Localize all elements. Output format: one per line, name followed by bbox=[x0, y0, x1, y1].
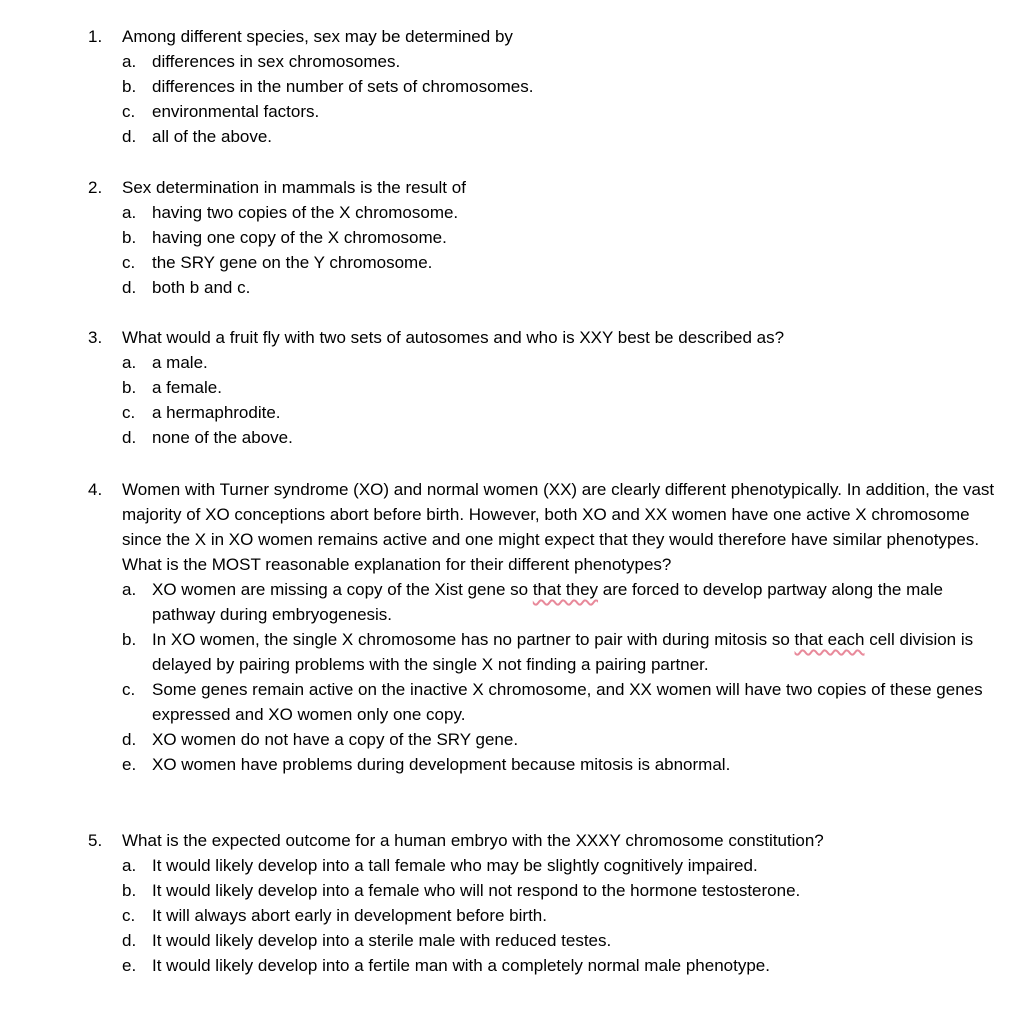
question-5 bbox=[88, 828, 998, 978]
question-3-header bbox=[88, 325, 998, 350]
option-text: a hermaphrodite. bbox=[152, 403, 281, 422]
option-text: It would likely develop into a sterile male with reduced testes. bbox=[152, 931, 612, 950]
option-text: none of the above. bbox=[152, 428, 293, 447]
option-text: XO women do not have a copy of the SRY gene. bbox=[152, 730, 519, 749]
option-c bbox=[122, 99, 998, 124]
option-a bbox=[122, 577, 998, 627]
option-letter: b. bbox=[122, 630, 137, 649]
option-letter: a. bbox=[122, 52, 137, 71]
option-letter: a. bbox=[122, 353, 137, 372]
option-c bbox=[122, 677, 998, 727]
question-1 bbox=[88, 24, 998, 149]
option-text: It would likely develop into a female who will not respond to the hormone testosterone. bbox=[152, 881, 801, 900]
question-3 bbox=[88, 325, 998, 450]
option-text: It would likely develop into a tall female who may be slightly cognitively impaired. bbox=[152, 856, 758, 875]
option-text: a female. bbox=[152, 378, 222, 397]
question-number: 5. bbox=[88, 831, 103, 850]
option-a bbox=[122, 200, 998, 225]
option-text: a male. bbox=[152, 353, 208, 372]
option-letter: d. bbox=[122, 278, 137, 297]
option-text: It would likely develop into a fertile man with a completely normal male phenotype. bbox=[152, 956, 770, 975]
question-text: Women with Turner syndrome (XO) and normal women (XX) are clearly different phenotypically. In addition, the vast majority of XO conceptions abort before birth. However, both XO and XX women have one active X chromosome since the X in XO women remains active and one might expect that they would therefore have similar phenotypes. What is the MOST reasonable explanation for their different phenotypes? bbox=[122, 480, 995, 574]
option-text: Some genes remain active on the inactive X chromosome, and XX women will have two copies of these genes expressed and XO women only one copy. bbox=[152, 680, 983, 724]
question-1-options bbox=[88, 49, 998, 149]
option-c bbox=[122, 400, 998, 425]
option-text: both b and c. bbox=[152, 278, 251, 297]
option-b bbox=[122, 375, 998, 400]
option-d bbox=[122, 727, 998, 752]
option-letter: c. bbox=[122, 102, 136, 121]
option-d bbox=[122, 425, 998, 450]
question-text: Sex determination in mammals is the result of bbox=[122, 178, 466, 197]
option-text: environmental factors. bbox=[152, 102, 320, 121]
option-b bbox=[122, 878, 998, 903]
option-d bbox=[122, 275, 998, 300]
option-b bbox=[122, 74, 998, 99]
option-letter: c. bbox=[122, 403, 136, 422]
option-text bbox=[152, 627, 998, 677]
option-text: all of the above. bbox=[152, 127, 273, 146]
question-5-header bbox=[88, 828, 998, 853]
option-d bbox=[122, 124, 998, 149]
option-text: differences in the number of sets of chromosomes. bbox=[152, 77, 534, 96]
spellcheck-underlined-text: that they bbox=[532, 580, 599, 599]
question-4-header bbox=[88, 477, 998, 577]
question-4-options bbox=[88, 577, 998, 777]
option-letter: b. bbox=[122, 228, 137, 247]
option-letter: d. bbox=[122, 931, 137, 950]
option-text-before: XO women are missing a copy of the Xist gene so bbox=[152, 580, 533, 599]
question-2 bbox=[88, 175, 998, 300]
option-text: differences in sex chromosomes. bbox=[152, 52, 401, 71]
option-letter: c. bbox=[122, 680, 136, 699]
option-letter: b. bbox=[122, 881, 137, 900]
option-e bbox=[122, 953, 998, 978]
option-c bbox=[122, 250, 998, 275]
question-3-options bbox=[88, 350, 998, 450]
option-letter: d. bbox=[122, 127, 137, 146]
option-letter: c. bbox=[122, 906, 136, 925]
option-letter: d. bbox=[122, 428, 137, 447]
option-a bbox=[122, 350, 998, 375]
question-2-header bbox=[88, 175, 998, 200]
option-text: It will always abort early in development before birth. bbox=[152, 906, 547, 925]
question-text: Among different species, sex may be determined by bbox=[122, 27, 513, 46]
question-5-options bbox=[88, 853, 998, 978]
option-c bbox=[122, 903, 998, 928]
option-text: having one copy of the X chromosome. bbox=[152, 228, 447, 247]
spellcheck-underlined-text: that each bbox=[794, 630, 865, 649]
question-text: What is the expected outcome for a human embryo with the XXXY chromosome constitution? bbox=[122, 831, 824, 850]
option-text: XO women have problems during development because mitosis is abnormal. bbox=[152, 755, 731, 774]
option-text-after: cell division is delayed by pairing problems with the single X not finding a pairing partner. bbox=[152, 630, 974, 674]
option-e bbox=[122, 752, 998, 777]
option-letter: a. bbox=[122, 580, 137, 599]
option-d bbox=[122, 928, 998, 953]
option-b bbox=[122, 225, 998, 250]
question-number: 2. bbox=[88, 178, 103, 197]
question-number: 4. bbox=[88, 480, 103, 499]
option-text bbox=[152, 577, 998, 627]
option-letter: b. bbox=[122, 77, 137, 96]
question-2-options bbox=[88, 200, 998, 300]
option-text: having two copies of the X chromosome. bbox=[152, 203, 459, 222]
option-b bbox=[122, 627, 998, 677]
option-letter: c. bbox=[122, 253, 136, 272]
question-number: 3. bbox=[88, 328, 103, 347]
option-a bbox=[122, 49, 998, 74]
question-number: 1. bbox=[88, 27, 103, 46]
option-letter: e. bbox=[122, 956, 137, 975]
option-text-after: are forced to develop partway along the male pathway during embryogenesis. bbox=[152, 580, 943, 624]
question-4 bbox=[88, 477, 998, 777]
option-letter: a. bbox=[122, 856, 137, 875]
question-text: What would a fruit fly with two sets of autosomes and who is XXY best be described as? bbox=[122, 328, 785, 347]
option-text: the SRY gene on the Y chromosome. bbox=[152, 253, 433, 272]
option-letter: d. bbox=[122, 730, 137, 749]
option-letter: a. bbox=[122, 203, 137, 222]
question-1-header bbox=[88, 24, 998, 49]
option-letter: b. bbox=[122, 378, 137, 397]
option-text-before: In XO women, the single X chromosome has no partner to pair with during mitosis so bbox=[152, 630, 795, 649]
option-a bbox=[122, 853, 998, 878]
option-letter: e. bbox=[122, 755, 137, 774]
